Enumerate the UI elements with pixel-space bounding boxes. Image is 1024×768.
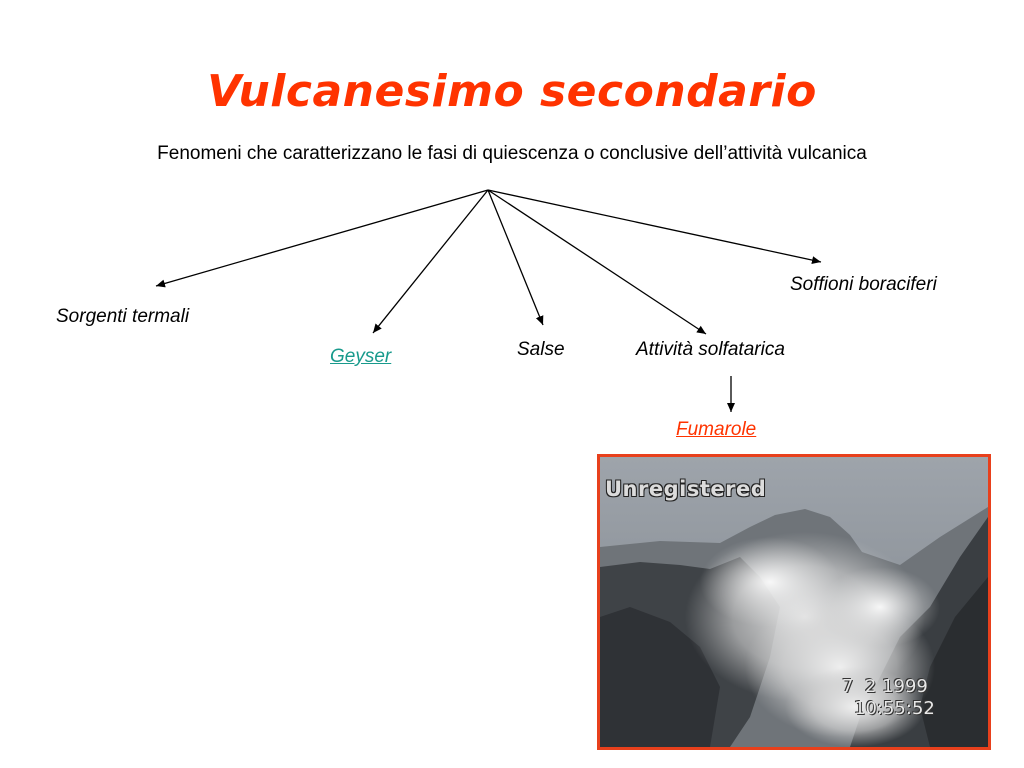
arrow-to-solfatarica	[488, 190, 706, 334]
label-salse: Salse	[517, 339, 565, 360]
label-attivita-solfatarica: Attività solfatarica	[636, 339, 785, 360]
arrow-to-geyser	[373, 190, 488, 333]
slide-subtitle: Fenomeni che caratterizzano le fasi di quiescenza o conclusive dell’attività vulcanica	[157, 143, 867, 164]
arrow-to-sorgenti	[156, 190, 488, 286]
link-fumarole[interactable]: Fumarole	[676, 419, 757, 440]
link-geyser[interactable]: Geyser	[330, 346, 392, 367]
arrow-to-soffioni	[488, 190, 821, 262]
photo-time-stamp: 10:55:52	[854, 698, 935, 719]
label-soffioni-boraciferi: Soffioni boraciferi	[790, 274, 937, 295]
label-sorgenti-termali: Sorgenti termali	[56, 306, 190, 327]
photo-watermark: Unregistered	[605, 477, 767, 501]
arrow-to-salse	[488, 190, 543, 325]
photo-date-stamp: 7 2 1999	[842, 676, 928, 697]
fumarole-photo	[597, 454, 991, 750]
slide-title: Vulcanesimo secondario	[207, 66, 817, 117]
